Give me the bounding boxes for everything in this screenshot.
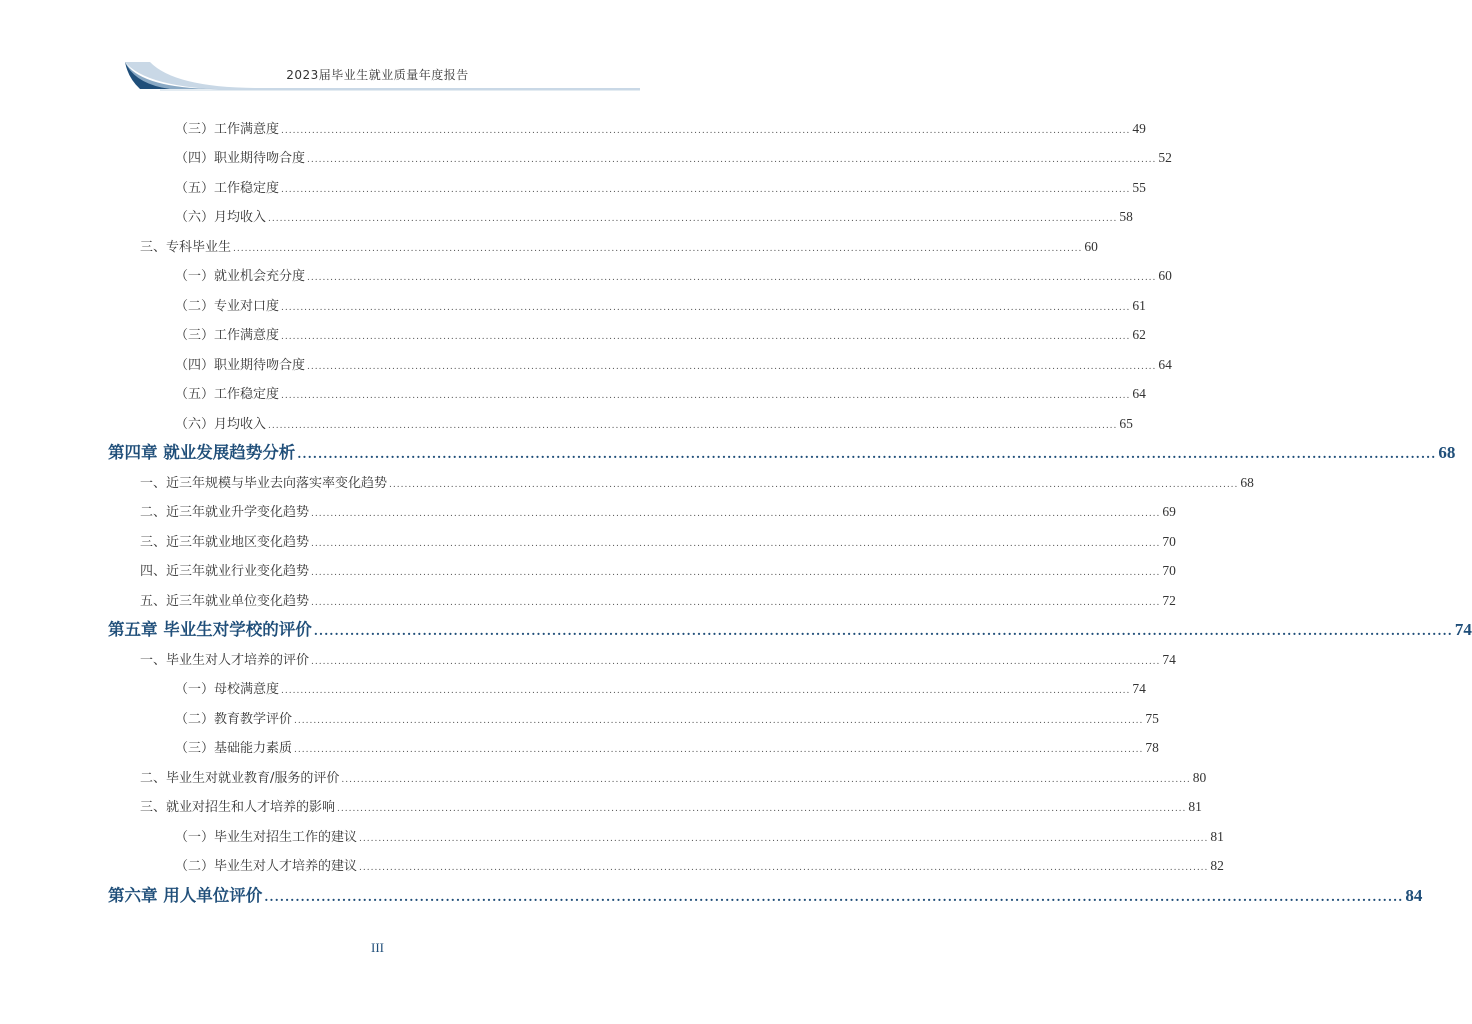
toc-dot-leader: ............................................................................................................................................................................................................................ bbox=[311, 568, 1161, 578]
toc-entry[interactable] bbox=[175, 826, 1224, 845]
toc-dot-leader: ............................................................................................................................................................................................................................ bbox=[294, 745, 1144, 755]
toc-dot-leader: ............................................................................................................................................................................................................................ bbox=[268, 421, 1118, 431]
toc-entry[interactable] bbox=[175, 206, 1133, 225]
toc-dot-leader: ............................................................................................................................................................................................................................ bbox=[281, 391, 1131, 401]
toc-entry-page: 81 bbox=[1210, 829, 1224, 844]
toc-dot-leader: ............................................................................................................................................................................................................................ bbox=[281, 185, 1131, 195]
toc-entry-page: 52 bbox=[1158, 150, 1172, 165]
toc-dot-leader: ............................................................................................................................................................................................................................ bbox=[359, 834, 1209, 844]
toc-dot-leader: ............................................................................................................................................................................................................................ bbox=[281, 303, 1131, 313]
toc-dot-leader: ............................................................................................................................................................................................................................ bbox=[297, 447, 1437, 461]
toc-entry-label: （六）月均收入 bbox=[175, 417, 267, 432]
toc-dot-leader: ............................................................................................................................................................................................................................ bbox=[264, 890, 1404, 904]
toc-entry[interactable] bbox=[175, 295, 1146, 314]
toc-entry[interactable] bbox=[140, 590, 1176, 609]
toc-entry-label: （三）工作满意度 bbox=[175, 328, 280, 343]
toc-entry-label: （四）职业期待吻合度 bbox=[175, 151, 306, 166]
toc-entry-page: 60 bbox=[1084, 239, 1098, 254]
toc-entry[interactable] bbox=[175, 147, 1172, 166]
toc-entry-label: 五、近三年就业单位变化趋势 bbox=[140, 594, 310, 609]
toc-entry-page: 60 bbox=[1158, 268, 1172, 283]
toc-entry-page: 55 bbox=[1132, 180, 1146, 195]
toc-entry[interactable] bbox=[140, 531, 1176, 550]
toc-dot-leader: ............................................................................................................................................................................................................................ bbox=[389, 480, 1239, 490]
toc-entry[interactable] bbox=[175, 708, 1159, 727]
page-number: III bbox=[371, 940, 384, 955]
toc-entry-label: 三、近三年就业地区变化趋势 bbox=[140, 535, 310, 550]
toc-entry[interactable] bbox=[140, 236, 1098, 255]
toc-entry[interactable] bbox=[140, 560, 1176, 579]
toc-dot-leader: ............................................................................................................................................................................................................................ bbox=[311, 539, 1161, 549]
toc-entry-label: 二、毕业生对就业教育/服务的评价 bbox=[140, 771, 340, 786]
toc-entry[interactable] bbox=[175, 177, 1146, 196]
toc-entry-page: 78 bbox=[1145, 740, 1159, 755]
toc-entry[interactable] bbox=[140, 649, 1176, 668]
toc-entry-page: 58 bbox=[1119, 209, 1133, 224]
toc-entry-label: 第六章 用人单位评价 bbox=[108, 886, 263, 905]
header-title: 2023届毕业生就业质量年度报告 bbox=[286, 68, 469, 82]
toc-entry-label: （二）教育教学评价 bbox=[175, 712, 293, 727]
toc-entry-label: 四、近三年就业行业变化趋势 bbox=[140, 564, 310, 579]
page-header bbox=[0, 0, 755, 100]
toc-entry[interactable] bbox=[175, 354, 1172, 373]
toc-dot-leader: ............................................................................................................................................................................................................................ bbox=[294, 716, 1144, 726]
toc-entry-page: 74 bbox=[1132, 681, 1146, 696]
toc-dot-leader: ............................................................................................................................................................................................................................ bbox=[281, 332, 1131, 342]
toc-entry-page: 65 bbox=[1119, 416, 1133, 431]
toc-entry-label: （二）专业对口度 bbox=[175, 299, 280, 314]
toc-entry[interactable] bbox=[175, 413, 1133, 432]
toc-entry-label: 三、就业对招生和人才培养的影响 bbox=[140, 800, 336, 815]
toc-entry-page: 84 bbox=[1405, 886, 1423, 905]
toc-entry[interactable] bbox=[175, 678, 1146, 697]
toc-dot-leader: ............................................................................................................................................................................................................................ bbox=[281, 126, 1131, 136]
toc-entry-label: 第四章 就业发展趋势分析 bbox=[108, 443, 296, 462]
toc-entry-page: 68 bbox=[1438, 443, 1456, 462]
toc-dot-leader: ............................................................................................................................................................................................................................ bbox=[233, 244, 1083, 254]
toc-entry[interactable] bbox=[140, 796, 1202, 815]
toc-entry-page: 81 bbox=[1188, 799, 1202, 814]
toc-entry-label: 三、专科毕业生 bbox=[140, 240, 232, 255]
toc-entry-page: 62 bbox=[1132, 327, 1146, 342]
toc-entry-label: （五）工作稳定度 bbox=[175, 181, 280, 196]
toc-entry-label: （一）母校满意度 bbox=[175, 682, 280, 697]
toc-entry-page: 82 bbox=[1210, 858, 1224, 873]
toc-entry[interactable] bbox=[175, 118, 1146, 137]
toc-dot-leader: ............................................................................................................................................................................................................................ bbox=[313, 624, 1453, 638]
toc-entry-label: （三）工作满意度 bbox=[175, 122, 280, 137]
toc-entry-label: （一）就业机会充分度 bbox=[175, 269, 306, 284]
toc-entry-page: 68 bbox=[1240, 475, 1254, 490]
toc-dot-leader: ............................................................................................................................................................................................................................ bbox=[337, 804, 1187, 814]
toc-entry-label: （四）职业期待吻合度 bbox=[175, 358, 306, 373]
toc-entry-label: （三）基础能力素质 bbox=[175, 741, 293, 756]
toc-entry-label: 一、近三年规模与毕业去向落实率变化趋势 bbox=[140, 476, 388, 491]
toc-entry[interactable] bbox=[175, 737, 1159, 756]
toc-dot-leader: ............................................................................................................................................................................................................................ bbox=[311, 509, 1161, 519]
toc-entry-label: 一、毕业生对人才培养的评价 bbox=[140, 653, 310, 668]
toc-entry[interactable] bbox=[175, 855, 1224, 874]
toc-entry-page: 61 bbox=[1132, 298, 1146, 313]
toc-entry-page: 74 bbox=[1162, 652, 1176, 667]
toc-dot-leader: ............................................................................................................................................................................................................................ bbox=[307, 273, 1157, 283]
toc-entry[interactable] bbox=[175, 265, 1172, 284]
toc-entry[interactable] bbox=[140, 501, 1176, 520]
toc-dot-leader: ............................................................................................................................................................................................................................ bbox=[307, 362, 1157, 372]
toc-dot-leader: ............................................................................................................................................................................................................................ bbox=[311, 598, 1161, 608]
toc-entry-page: 70 bbox=[1162, 534, 1176, 549]
toc-entry-page: 69 bbox=[1162, 504, 1176, 519]
toc-dot-leader: ............................................................................................................................................................................................................................ bbox=[268, 214, 1118, 224]
toc-entry-label: 二、近三年就业升学变化趋势 bbox=[140, 505, 310, 520]
toc-entry-label: （六）月均收入 bbox=[175, 210, 267, 225]
toc-entry-label: （一）毕业生对招生工作的建议 bbox=[175, 830, 358, 845]
toc-chapter-entry[interactable] bbox=[108, 616, 1472, 640]
toc-entry-label: （五）工作稳定度 bbox=[175, 387, 280, 402]
toc-entry[interactable] bbox=[140, 472, 1254, 491]
toc-entry-label: 第五章 毕业生对学校的评价 bbox=[108, 620, 312, 639]
toc-dot-leader: ............................................................................................................................................................................................................................ bbox=[359, 863, 1209, 873]
toc-entry-page: 80 bbox=[1192, 770, 1207, 785]
header-decoration bbox=[0, 0, 755, 100]
toc-entry[interactable] bbox=[175, 383, 1146, 402]
toc-dot-leader: ............................................................................................................................................................................................................................ bbox=[281, 686, 1131, 696]
toc-entry[interactable] bbox=[175, 324, 1146, 343]
toc-entry-page: 49 bbox=[1132, 121, 1146, 136]
toc-dot-leader: ............................................................................................................................................................................................................................ bbox=[311, 657, 1161, 667]
toc-entry-page: 72 bbox=[1162, 593, 1176, 608]
toc-entry-page: 74 bbox=[1454, 620, 1472, 639]
toc-entry-page: 75 bbox=[1145, 711, 1159, 726]
toc-chapter-entry[interactable] bbox=[108, 882, 1423, 906]
toc-entry[interactable] bbox=[140, 767, 1207, 786]
toc-entry-page: 64 bbox=[1158, 357, 1172, 372]
toc-dot-leader: ............................................................................................................................................................................................................................ bbox=[307, 155, 1157, 165]
toc-entry-label: （二）毕业生对人才培养的建议 bbox=[175, 859, 358, 874]
toc-entry-page: 64 bbox=[1132, 386, 1146, 401]
toc-dot-leader: ............................................................................................................................................................................................................................ bbox=[341, 775, 1191, 785]
toc-entry-page: 70 bbox=[1162, 563, 1176, 578]
toc-chapter-entry[interactable] bbox=[108, 439, 1456, 463]
